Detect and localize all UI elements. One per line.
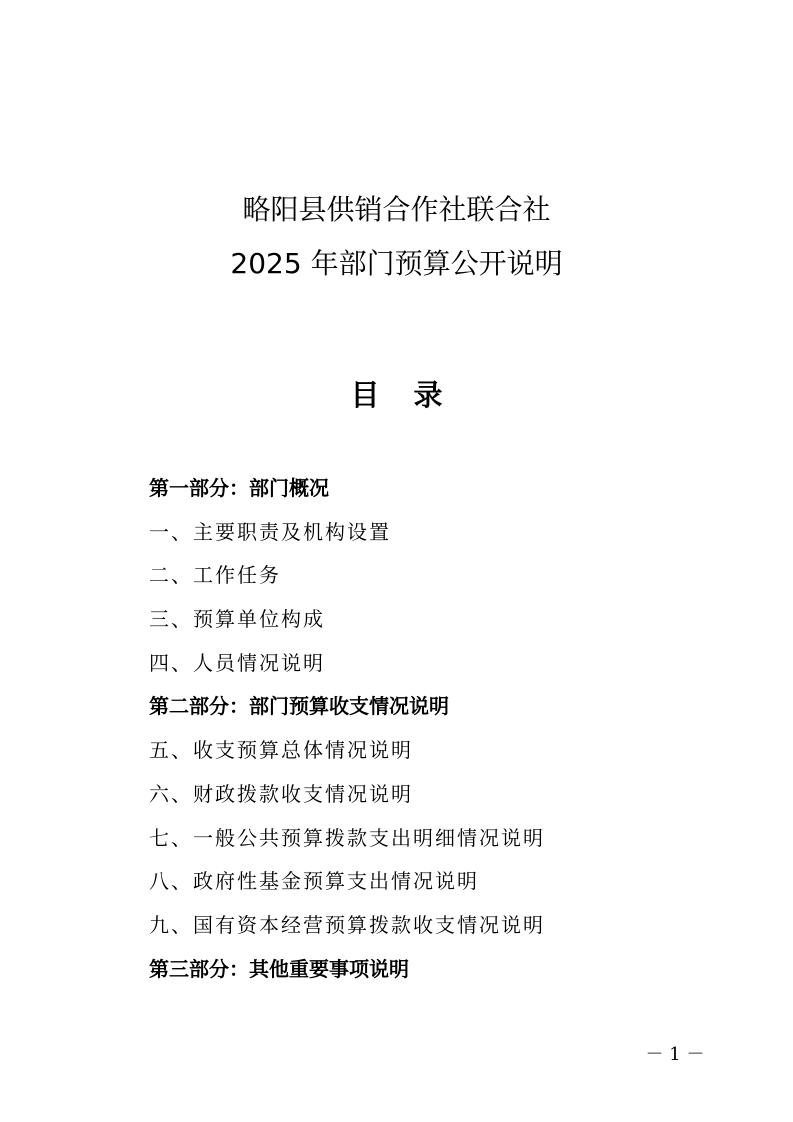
toc-part-2: 第二部分：部门预算收支情况说明	[149, 694, 449, 719]
toc-item-5: 五、收支预算总体情况说明	[149, 738, 413, 763]
toc-item-3: 三、预算单位构成	[149, 607, 325, 632]
toc-item-8: 八、政府性基金预算支出情况说明	[149, 869, 479, 894]
page-number: － 1 －	[645, 1044, 705, 1065]
document-title-line-2: 2025 年部门预算公开说明	[230, 247, 563, 280]
document-title-line-1: 略阳县供销合作社联合社	[242, 193, 551, 226]
toc-item-7: 七、一般公共预算拨款支出明细情况说明	[149, 825, 545, 850]
toc-item-6: 六、财政拨款收支情况说明	[149, 781, 413, 806]
toc-item-4: 四、人员情况说明	[149, 650, 325, 675]
toc-part-3: 第三部分：其他重要事项说明	[149, 956, 409, 981]
toc-heading: 目录	[350, 378, 477, 412]
table-of-contents	[149, 469, 545, 993]
toc-item-1: 一、主要职责及机构设置	[149, 519, 391, 544]
toc-item-2: 二、工作任务	[149, 563, 281, 588]
toc-item-9: 九、国有资本经营预算拨款收支情况说明	[149, 912, 545, 937]
toc-part-1: 第一部分：部门概况	[149, 476, 329, 500]
